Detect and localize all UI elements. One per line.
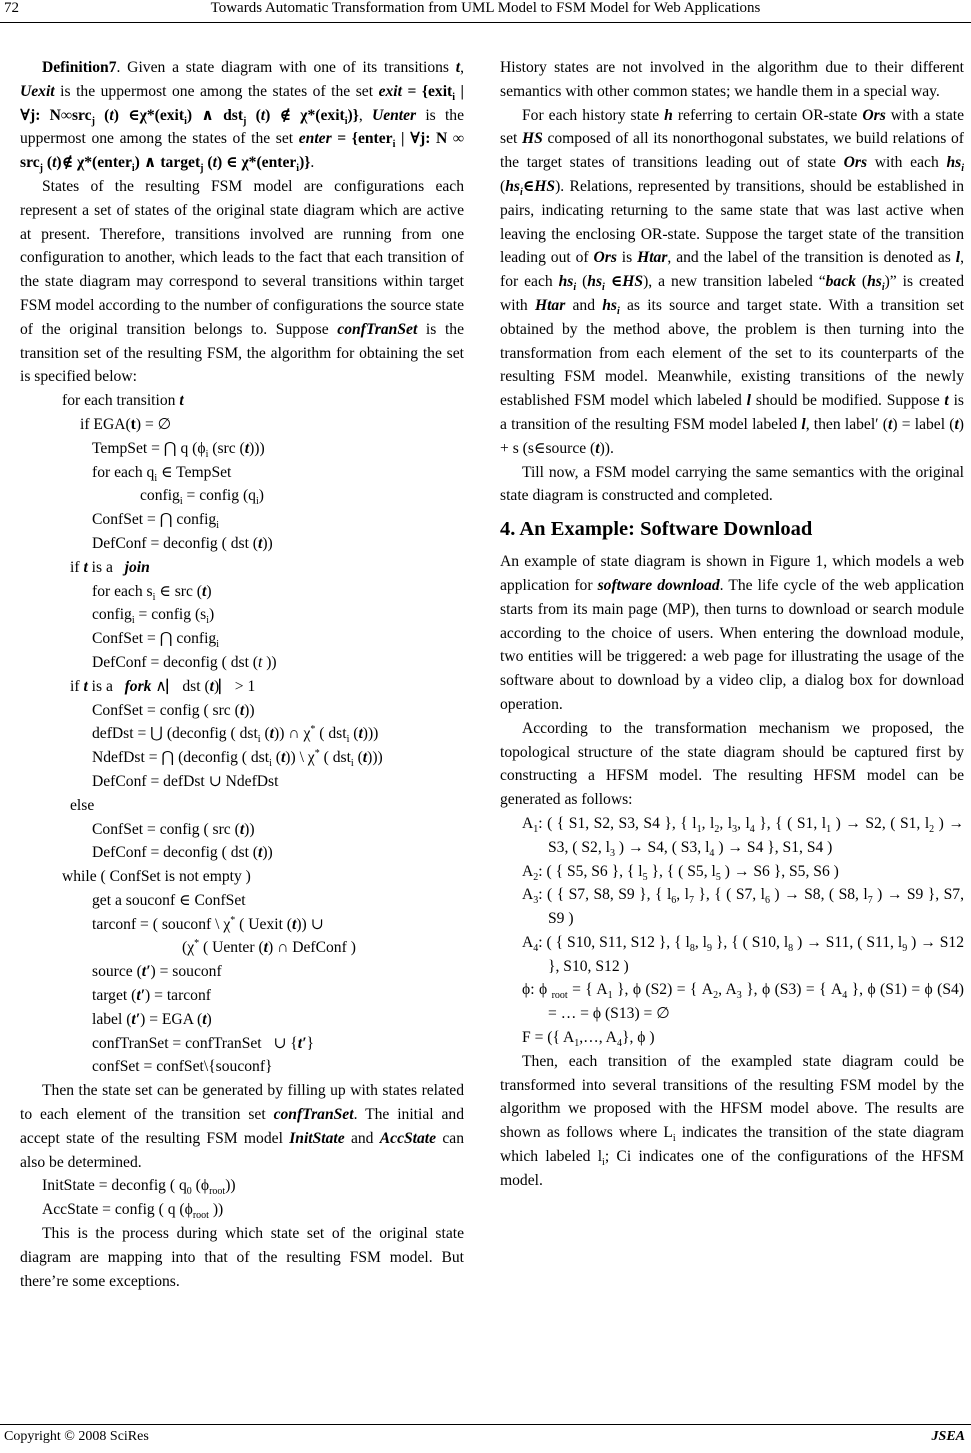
paragraph-states: States of the resulting FSM model are configurations each represent a set of states of the original state diagram which are active at present. Therefore, transitions involved are running from one configuration to another, which leads to the fact that each transition of the state diagram may correspond to several transitions within target FSM model according to the number of configurations the source state of the original transition belongs to. Suppose confTranSet is the transition set of the resulting FSM, the algorithm for obtaining the set is specified below: xyxy=(20,177,465,386)
accstate-formula: AccState = config ( q ($\phi_{root}$ )) xyxy=(42,1201,224,1222)
paragraph-example: An example of state diagram is shown in Figure 1, which models a web application for software download. The life cycle of the web application starts from its main page (MP), then turns to download or search module according to the choice of users. When entering the download module, two entities will be triggered: a web page for illustrating the usage of the software about to download by a video clip, a dialog box for download operation. xyxy=(500,553,964,713)
journal-name: JSEA xyxy=(931,1429,965,1444)
paragraph-then: Then the state set can be generated by filling up with states related to each element of the transition set confTranSet. The initial and accept state of the resulting FSM model InitState and AccState can also be determined. xyxy=(20,1082,465,1171)
hfsm-phi: ϕ: ϕ $_{root}$ = { $A_1$ }, ϕ (S2) = { $A_2$, $A_3$ }, ϕ (S3) = { $A_4$ }, ϕ (S1) = ϕ (S4) = … = ϕ (S13) = ∅ xyxy=(522,981,964,1023)
footer-rule xyxy=(0,1424,971,1425)
paragraph-according: According to the transformation mechanism we proposed, the topological structure of the state diagram should be captured first by constructing a HFSM model. The resulting HFSM model can be generated as follows: xyxy=(500,719,964,809)
section-title: 4. An Example: Software Download xyxy=(500,518,813,541)
initstate-formula: InitState = deconfig ( $q_0$ $(\phi_{root})$) xyxy=(42,1177,236,1198)
left-column xyxy=(20,56,464,1293)
hfsm-f: F = ({ $A_1,\dots$, $A_4$}, ϕ ) xyxy=(522,1029,655,1050)
paragraph-then-each: Then, each transition of the exampled state diagram could be transformed into several transitions of the resulting FSM model by the algorithm we proposed with the HFSM model above. The results are shown as follows where $L_i$ indicates the transition of the state diagram which labeled $l_i$; Ci indicates one of the configurations of the HFSM model. xyxy=(500,1052,964,1189)
right-column xyxy=(500,56,964,1193)
hfsm-definitions xyxy=(500,812,964,1050)
paragraph-each-history: For each history state h referring to certain OR-state Ors with a state set HS composed of all its nonorthogonal substates, we build relations of the target states of transitions leading out of state Ors with each $hs_i$ $(hs_i\in HS)$. Relations, represented by transitions, should be established in pairs, indicating returning to the same state that was last active when leaving the enclosing OR-state. Suppose the target state of the transition leading out of Ors is Htar, and the label of the transition is denoted as l, for each $hs_i$ ($hs_i$ ∈HS), a new transition labeled “back $(hs_i)$” is created with Htar and $hs_i$ as its source and target state. With a transition set obtained by the method above, the problem is then turning into the transformation from each element of the set to its counterparts of the resulting FSM model. Meanwhile, existing transitions of the newly established FSM model which labeled l should be modified. Suppose t is a transition of the resulting FSM model labeled l, then label′ (t) = label (t) + s (s∈source (t)). xyxy=(500,106,965,457)
hfsm-a3: $A_3$: ( { S7, S8, S9 }, { $l_6$, $l_7$ }, { ( S7, $l_6$ ) → S8, ( S8, $l_7$ ) → S9 }, S7, S9 ) xyxy=(522,886,964,928)
page-header xyxy=(0,0,971,22)
running-title: Towards Automatic Transformation from UML Model to FSM Model for Web Applications xyxy=(210,0,761,16)
copyright: Copyright © 2008 SciRes xyxy=(4,1429,149,1444)
paragraph-process: This is the process during which state set of the original state diagram are mapping into that of the resulting FSM model. But there’re some exceptions. xyxy=(20,1225,464,1290)
hfsm-a4: $A_4$: ( { S10, S11, S12 }, { $l_8$, $l_9$ }, { ( S10, $l_8$ ) → S11, ( S11, $l_9$ ) → S12 }, S10, S12 ) xyxy=(522,933,964,975)
hfsm-a1: $A_1$: ( { S1, S2, S3, S4 }, { $l_1$, $l_2$, $l_3$, $l_4$ }, { ( S1, $l_1$ ) → S2, ( S1, $l_2$ ) → S3, ( S2, $l_3$ ) → S4, ( S3, $l_4$ ) → S4 }, S1, S4 ) xyxy=(522,814,964,859)
header-rule xyxy=(0,22,971,23)
definition-7: Definition7. Given a state diagram with one of its transitions t, Uexit is the uppermost one among the states of the set exit = {exit$_i$ | ∀j: N∞src$_j$ (t) ∈χ*(exit$_i$) ∧ dst$_j$ (t) ∉ χ*(exit$_i$)}, Uenter is the uppermost one among the states of the set enter = {enter$_i$ | ∀j: N ∞ src$_j$ (t)∉ χ*(enter$_i$) ∧ target$_j$ (t) ∈ χ*(enter$_i$)}. xyxy=(20,59,465,175)
paragraph-till-now: Till now, a FSM model carrying the same semantics with the original state diagram is constructed and completed. xyxy=(500,463,964,505)
paragraph-history: History states are not involved in the algorithm due to their different semantics with other common states; we handle them in a special way. xyxy=(500,59,964,100)
algorithm-block: for each transition t if EGA(t) = ∅ TempSet = ⋂ q ($\phi_i$ (src (t))) for each $q_i$ ∈ TempSet config$_i$ = config $(q_i)$ ConfSet = ⋂ config$_i$ DefConf = deconfig ( dst (t)) if t is a join for each $s_i$ ∈ src (t) config$_i$ = config $(s_i)$ ConfSet = ⋂ config$_i$ DefConf = deconfig ( dst (t )) if t is a fork ∧⎸dst (t)⎸> 1 ConfSet = config ( src (t)) defDst = ⋃ (deconfig ( dst$_i$ (t)) ∩ χ* ( dst$_i$ (t))) NdefDst = ⋂ (deconfig ( dst$_i$ (t)) \ χ* ( dst$_i$ (t))) DefConf = defDst ∪ NdefDst else ConfSet = config ( src (t)) DefConf = deconfig ( dst (t)) while ( ConfSet is not empty ) get a souconf ∈ ConfSet tarconf = ( souconf \ χ* ( Uexit (t)) ∪ (χ* ( Uenter (t) ∩ DefConf ) source (t′) = souconf target (t′) = tarconf label (t′) = EGA (t) confTranSet = confTranSet ∪ {t′} confSet = confSet\{souconf} xyxy=(62,392,383,1076)
hfsm-a2: $A_2$: ( { S5, S6 }, { $l_5$ }, { ( S5, $l_5$ ) → S6 }, S5, S6 ) xyxy=(522,862,839,883)
page-number: 72 xyxy=(4,0,19,16)
